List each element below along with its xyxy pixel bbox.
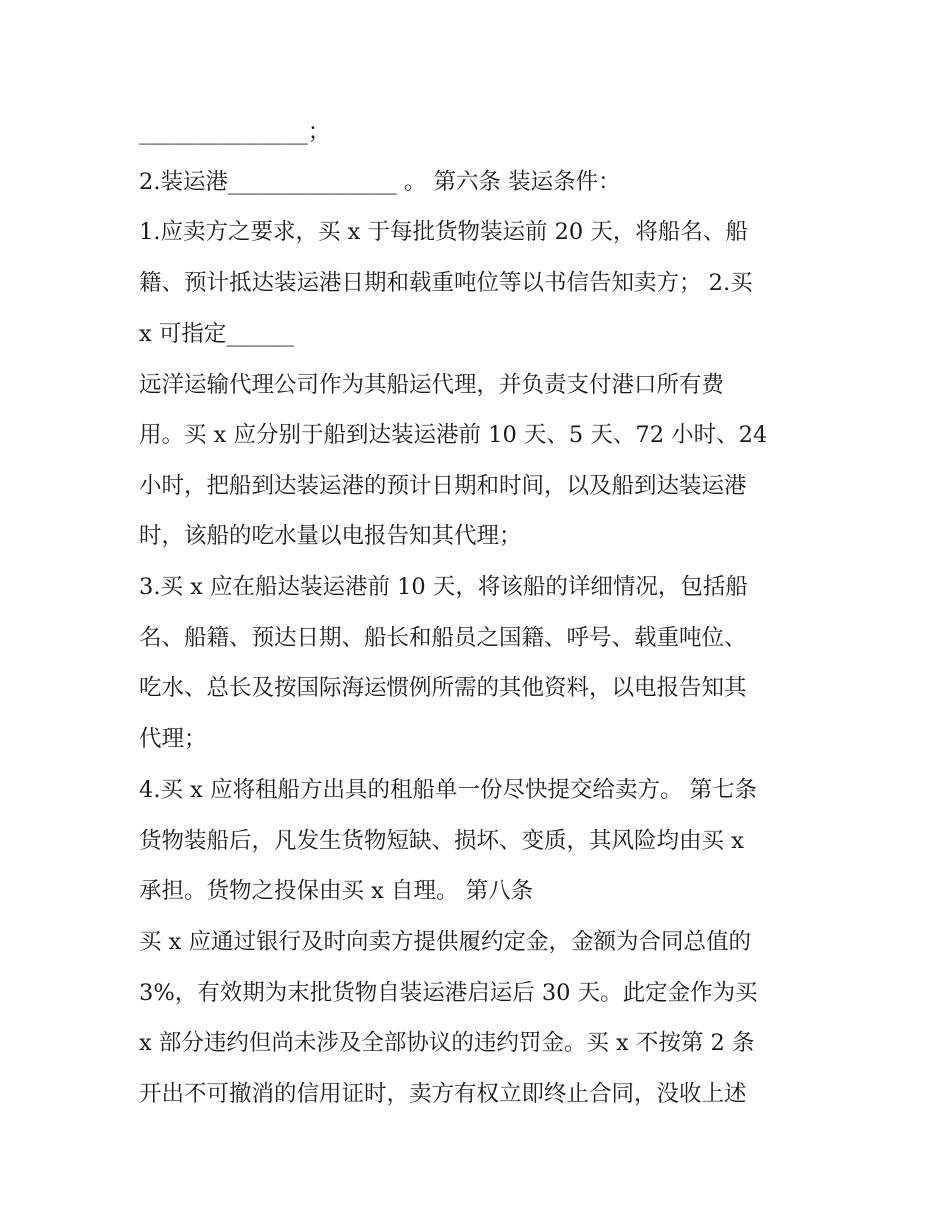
text-line: 用。买 x 应分别于船到达装运港前 10 天、5 天、72 小时、24 <box>139 422 768 448</box>
text-line: 承担。货物之投保由买 x 自理。 第八条 <box>139 878 534 904</box>
text-line: 吃水、总长及按国际海运惯例所需的其他资料，以电报告知其 <box>139 675 747 701</box>
text-line: 代理； <box>139 726 207 752</box>
text-line: 4.买 x 应将租船方出具的租船单一份尽快提交给卖方。 第七条 <box>139 777 758 803</box>
text-line: 远洋运输代理公司作为其船运代理，并负责支付港口所有费 <box>139 372 725 398</box>
text-line: x 部分违约但尚未涉及全部协议的违约罚金。买 x 不按第 2 条 <box>139 1030 755 1056</box>
text-line: 买 x 应通过银行及时向卖方提供履约定金，金额为合同总值的 <box>139 929 751 955</box>
text-line: 名、船籍、预达日期、船长和船员之国籍、呼号、载重吨位、 <box>139 625 747 651</box>
text-line: 货物装船后，凡发生货物短缺、损坏、变质，其风险均由买 x <box>139 828 744 854</box>
text-line: x 可指定______ <box>139 321 294 347</box>
text-line: 3.买 x 应在船达装运港前 10 天，将该船的详细情况，包括船 <box>139 574 748 600</box>
text-line: 2.装运港_______________ 。 第六条 装运条件： <box>139 169 621 195</box>
text-line: 时，该船的吃水量以电报告知其代理； <box>139 523 522 549</box>
text-line: 1.应卖方之要求，买 x 于每批货物装运前 20 天，将船名、船 <box>139 219 748 245</box>
text-line: 小时，把船到达装运港的预计日期和时间，以及船到达装运港 <box>139 473 747 499</box>
text-line: 籍、预计抵达装运港日期和载重吨位等以书信告知卖方； 2.买 <box>139 270 753 296</box>
text-line: 开出不可撤消的信用证时，卖方有权立即终止合同，没收上述 <box>139 1081 747 1107</box>
text-line: 3%，有效期为末批货物自装运港启运后 30 天。此定金作为买 <box>139 980 758 1006</box>
text-line: _______________； <box>139 119 331 145</box>
